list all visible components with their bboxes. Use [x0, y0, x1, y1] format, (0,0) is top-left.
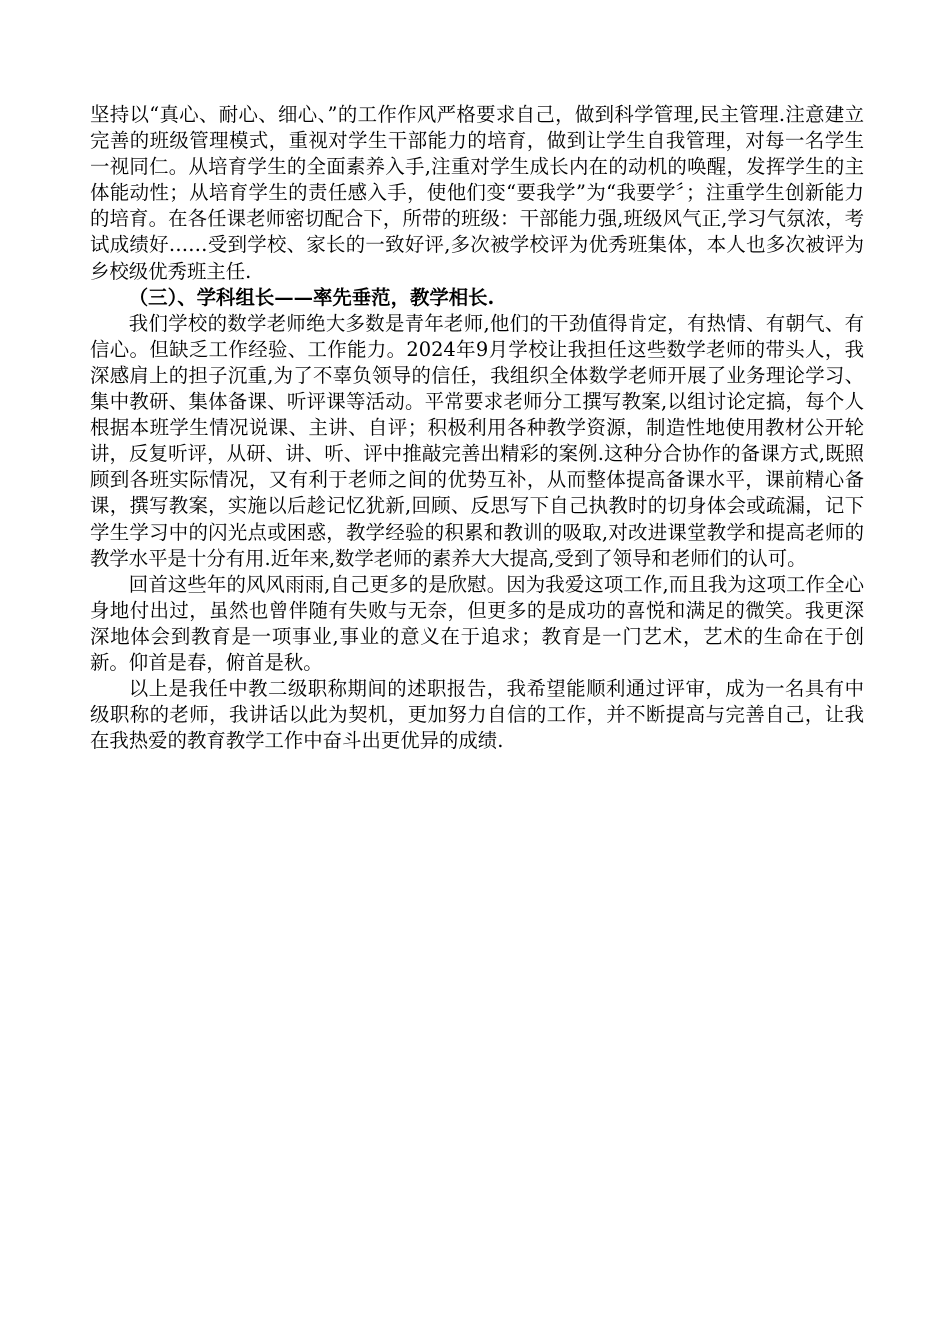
paragraph-reflection: 回首这些年的风风雨雨,自己更多的是欣慰。因为我爱这项工作,而且我为这项工作全心身地付出过，虽然也曾伴随有失败与无奈，但更多的是成功的喜悦和满足的微笑。我更深深地体会到教育是一项事业,事业的意义在于追求；教育是一门艺术，艺术的生命在于创新。仰首是春，俯首是秋。	[90, 572, 864, 674]
paragraph-math-teachers: 我们学校的数学老师绝大多数是青年老师,他们的干劲值得肯定，有热情、有朝气、有信心。但缺乏工作经验、工作能力。2024年9月学校让我担任这些数学老师的带头人，我深感肩上的担子沉重,为了不辜负领导的信任，我组织全体数学老师开展了业务理论学习、集中教研、集体备课、听评课等活动。平常要求老师分工撰写教案,以组讨论定搞，每个人根据本班学生情况说课、主讲、自评；积极利用各种教学资源，制造性地使用教材公开轮讲，反复听评，从研、讲、听、评中推敲完善出精彩的案例.这种分合协作的备课方式,既照顾到各班实际情况，又有利于老师之间的优势互补，从而整体提高备课水平，课前精心备课，撰写教案，实施以后趁记忆犹新,回顾、反思写下自己执教时的切身体会或疏漏，记下学生学习中的闪光点或困惑，教学经验的积累和教训的吸取,对改进课堂教学和提高老师的教学水平是十分有用.近年来,数学老师的素养大大提高,受到了领导和老师们的认可。	[90, 311, 864, 570]
document-body	[90, 102, 864, 754]
section-heading-subject-leader: （三）、学科组长——率先垂范，教学相长.	[128, 285, 495, 309]
paragraph-conclusion: 以上是我任中教二级职称期间的述职报告，我希望能顺利通过评审，成为一名具有中级职称的老师，我讲话以此为契机，更加努力自信的工作，并不断提高与完善自己，让我在我热爱的教育教学工作中奋斗出更优异的成绩.	[90, 677, 864, 753]
paragraph-class-management: 坚持以“真心、耐心、细心、”的工作作风严格要求自己，做到科学管理,民主管理.注意建立完善的班级管理模式，重视对学生干部能力的培育，做到让学生自我管理，对每一名学生一视同仁。从培育学生的全面素养入手,注重对学生成长内在的动机的唤醒，发挥学生的主体能动性；从培育学生的责任感入手，使他们变“要我学”为“我要学〞；注重学生创新能力的培育。在各任课老师密切配合下，所带的班级：干部能力强,班级风气正,学习气氛浓，考试成绩好……受到学校、家长的一致好评,多次被学校评为优秀班集体，本人也多次被评为乡校级优秀班主任.	[90, 103, 864, 283]
